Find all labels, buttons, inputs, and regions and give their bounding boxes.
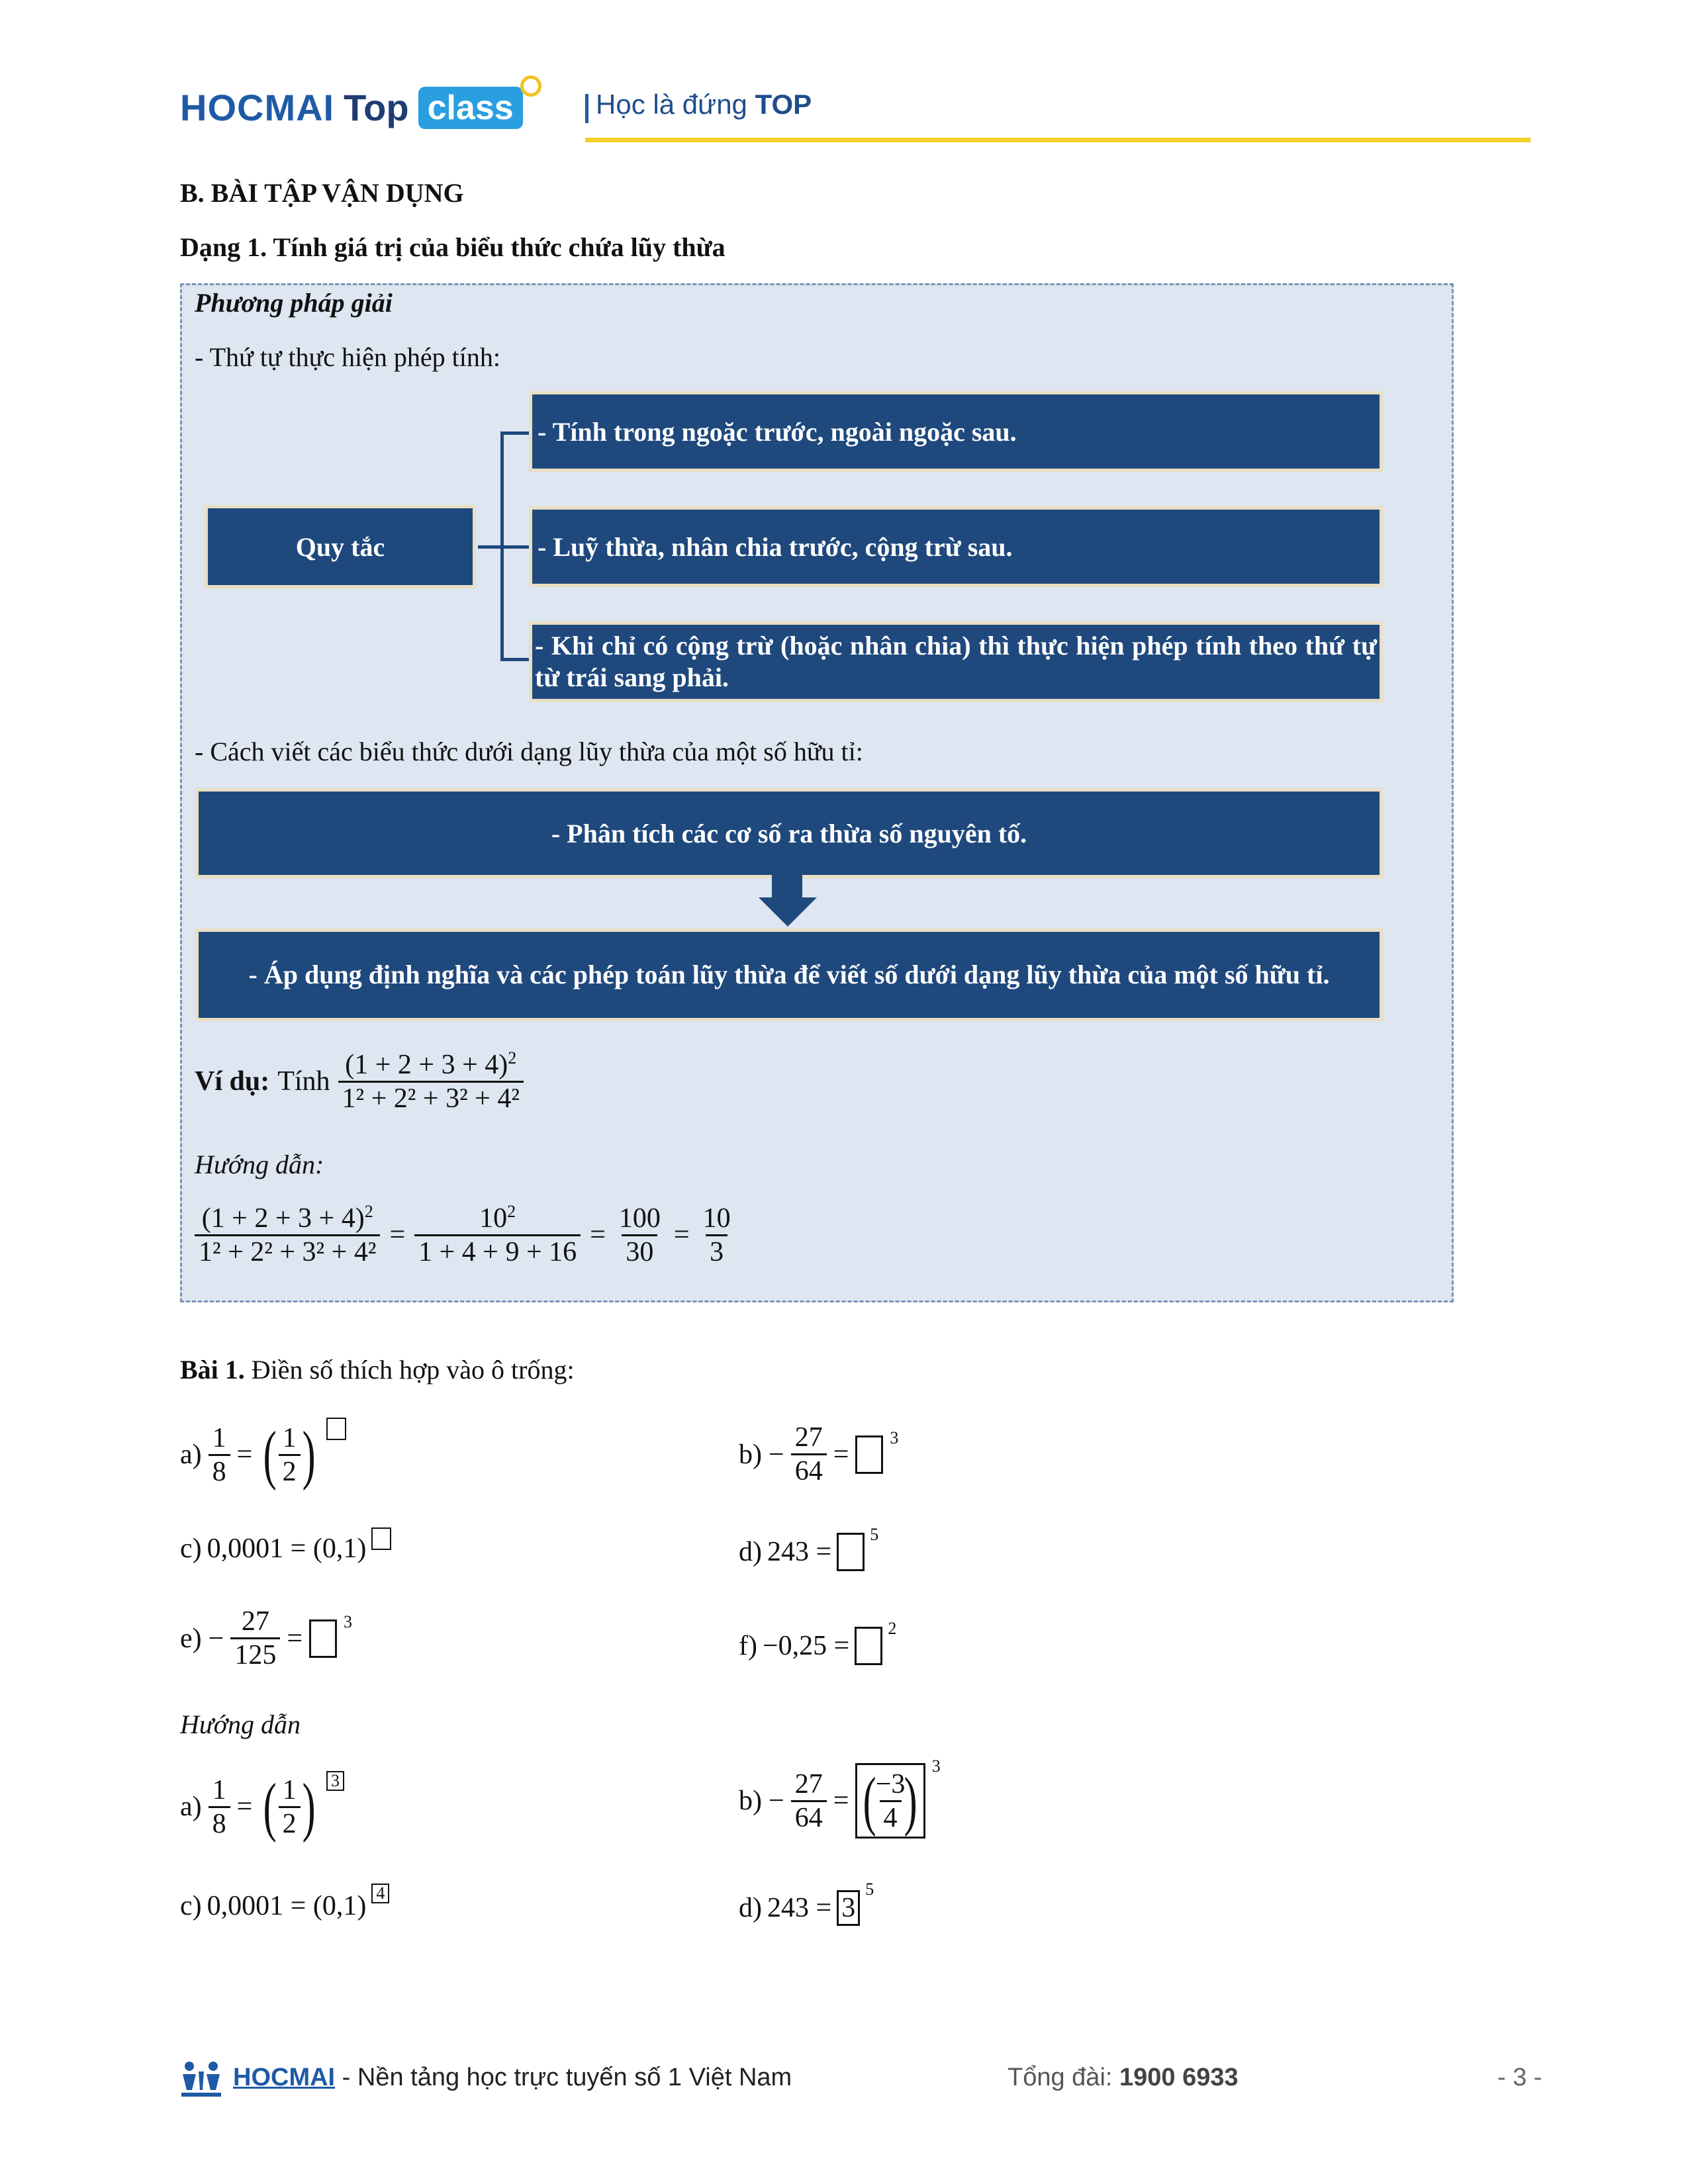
answer-b-den: 4 <box>880 1800 902 1834</box>
footer-hotline-label: Tổng đài: <box>1008 2064 1119 2091</box>
step-box-1 <box>199 792 1380 875</box>
example-numerator: (1 + 2 + 3 + 4) <box>345 1050 508 1080</box>
answer-label-d: d) <box>739 1893 762 1923</box>
solution-frac-4-num: 10 <box>702 1203 731 1234</box>
rule-text-3: - Khi chỉ có cộng trừ (hoặc nhân chia) thì thực hiện phép tính theo thứ tự từ trái sang phải. <box>535 631 1377 692</box>
exercise-a: a) $\frac{1}{8}$ = ( $\frac{1}{2}$ ) <box>180 1422 346 1488</box>
rule-connector <box>478 545 502 549</box>
footer-slogan: - Nền tảng học trực tuyến số 1 Việt Nam <box>335 2064 792 2091</box>
example-fraction: $\frac{(1 + 2 + 3 + 4)^2}{\text{1² + 2² + 3² + 4²}}$ <box>338 1048 524 1115</box>
label-d: d) <box>739 1537 762 1567</box>
logo-star-icon <box>520 75 541 97</box>
answer-d: d) 243 = 3 $^5$ <box>739 1890 874 1926</box>
tagline-divider <box>585 94 588 123</box>
solution-frac-2: $\frac{10^2}{1 + 4 + 9 + 16}$ <box>414 1202 581 1268</box>
blank-box-f[interactable] <box>855 1627 882 1665</box>
footer-logo-icon <box>180 2060 222 2098</box>
step-box-2 <box>199 932 1380 1018</box>
tagline <box>596 89 812 120</box>
exercise-heading <box>180 1354 575 1385</box>
label-f: f) <box>739 1631 757 1661</box>
solution-frac-1-den: 1² + 2² + 3² + 4² <box>195 1234 380 1268</box>
answer-b: b) − $\frac{27}{64}$ = ( $\frac{-3}{4}$ ) $^3$ <box>739 1756 941 1837</box>
answer-label-a: a) <box>180 1792 202 1822</box>
header-yellow-line <box>585 138 1530 142</box>
logo-top: Top <box>344 87 409 128</box>
blank-box-e[interactable] <box>309 1619 337 1658</box>
solution-row: $\frac{(1 + 2 + 3 + 4)^2}{\text{1² + 2² + 3² + 4²}}$ = $\frac{10^2}{1 + 4 + 9 + 16}$ = $\frac{100}{30}$ = $\frac{10}{3}$ <box>195 1202 735 1268</box>
example-row <box>195 1048 524 1115</box>
exercise-b: b) − $\frac{27}{64}$ = $^3$ <box>739 1422 899 1486</box>
rule-box-1 <box>532 394 1380 469</box>
answer-c: c) 0,0001 = (0,1) 4 <box>180 1890 389 1922</box>
method-heading: Phương pháp giải <box>195 288 393 318</box>
section-subtitle: Dạng 1. Tính giá trị của biểu thức chứa lũy thừa <box>180 232 726 262</box>
answer-value-d: 3 <box>837 1890 860 1926</box>
write-intro: - Cách viết các biểu thức dưới dạng lũy thừa của một số hữu tỉ: <box>195 737 863 766</box>
logo-brand: HOCMAI <box>180 87 335 128</box>
method-guide-label: Hướng dẫn: <box>195 1150 324 1179</box>
tagline-bold: TOP <box>755 89 812 120</box>
blank-box-b[interactable] <box>855 1435 883 1474</box>
rule-text-1: - Tính trong ngoặc trước, ngoài ngoặc sau. <box>538 416 1017 447</box>
solution-frac-3-den: 30 <box>622 1234 657 1268</box>
example-verb: Tính <box>277 1066 330 1097</box>
blank-box-c[interactable] <box>371 1527 391 1550</box>
footer-hotline <box>1008 2064 1239 2092</box>
section-title: B. BÀI TẬP VẬN DỤNG <box>180 178 464 208</box>
step-text-1: - Phân tích các cơ số ra thừa số nguyên tố. <box>551 818 1027 848</box>
solution-frac-2-num: 10 <box>479 1203 508 1234</box>
solution-frac-2-den: 1 + 4 + 9 + 16 <box>414 1234 581 1268</box>
answer-label-c: c) <box>180 1891 202 1921</box>
rule-box-2 <box>532 510 1380 584</box>
answer-box-b: ( $\frac{-3}{4}$ ) <box>855 1763 925 1839</box>
answer-value-c: 4 <box>371 1884 389 1903</box>
rule-bracket-bottom <box>500 658 532 661</box>
label-c: c) <box>180 1533 202 1564</box>
example-denominator: 1² + 2² + 3² + 4² <box>338 1081 524 1115</box>
exercise-c: c) 0,0001 = (0,1) <box>180 1533 391 1565</box>
rule-label: Quy tắc <box>295 531 385 562</box>
answer-label-b: b) <box>739 1786 762 1816</box>
rule-text-2: - Luỹ thừa, nhân chia trước, cộng trừ sau. <box>538 531 1013 562</box>
header-logo <box>180 86 523 129</box>
solution-frac-3 <box>615 1203 665 1268</box>
rule-bracket-mid <box>500 545 532 549</box>
footer-text <box>233 2064 792 2092</box>
blank-box-a[interactable] <box>326 1418 346 1440</box>
solution-frac-1-num: (1 + 2 + 3 + 4) <box>201 1203 365 1234</box>
answer-b-num: −3 <box>875 1768 906 1799</box>
step-text-2: - Áp dụng định nghĩa và các phép toán lũy thừa để viết số dưới dạng lũy thừa của một số hữu tỉ. <box>248 960 1330 989</box>
footer-brand[interactable]: HOCMAI <box>233 2064 336 2091</box>
label-a: a) <box>180 1439 202 1470</box>
exercise-d: d) 243 = $^5$ <box>739 1533 878 1571</box>
example-label: Ví dụ: <box>195 1066 270 1097</box>
label-b: b) <box>739 1439 762 1470</box>
answer-a: a) $\frac{1}{8}$ = ( $\frac{1}{2}$ ) 3 <box>180 1774 344 1840</box>
logo-class: class <box>418 87 523 129</box>
solution-frac-3-num: 100 <box>618 1203 661 1234</box>
solution-frac-1: $\frac{(1 + 2 + 3 + 4)^2}{\text{1² + 2² + 3² + 4²}}$ <box>195 1202 380 1268</box>
rule-box-3 <box>532 625 1380 699</box>
exercise-guide-label: Hướng dẫn <box>180 1709 301 1739</box>
exercise-e: e) − $\frac{27}{125}$ = $^3$ <box>180 1606 353 1670</box>
exercise-title: Bài 1. <box>180 1355 245 1385</box>
rule-label-box <box>208 508 473 585</box>
label-e: e) <box>180 1623 202 1654</box>
tagline-text: Học là đứng <box>596 89 755 120</box>
order-intro: - Thứ tự thực hiện phép tính: <box>195 342 501 372</box>
blank-box-d[interactable] <box>837 1533 865 1571</box>
exercise-f: f) −0,25 = $^2$ <box>739 1627 896 1665</box>
solution-frac-4 <box>699 1203 735 1268</box>
rule-bracket-top <box>500 432 532 435</box>
footer-hotline-number: 1900 6933 <box>1119 2064 1239 2091</box>
solution-frac-4-den: 3 <box>706 1234 727 1268</box>
exercise-prompt: Điền số thích hợp vào ô trống: <box>244 1355 575 1385</box>
down-arrow-icon <box>759 897 817 927</box>
answer-value-a: 3 <box>326 1771 344 1791</box>
footer-page-number: - 3 - <box>1497 2064 1542 2091</box>
